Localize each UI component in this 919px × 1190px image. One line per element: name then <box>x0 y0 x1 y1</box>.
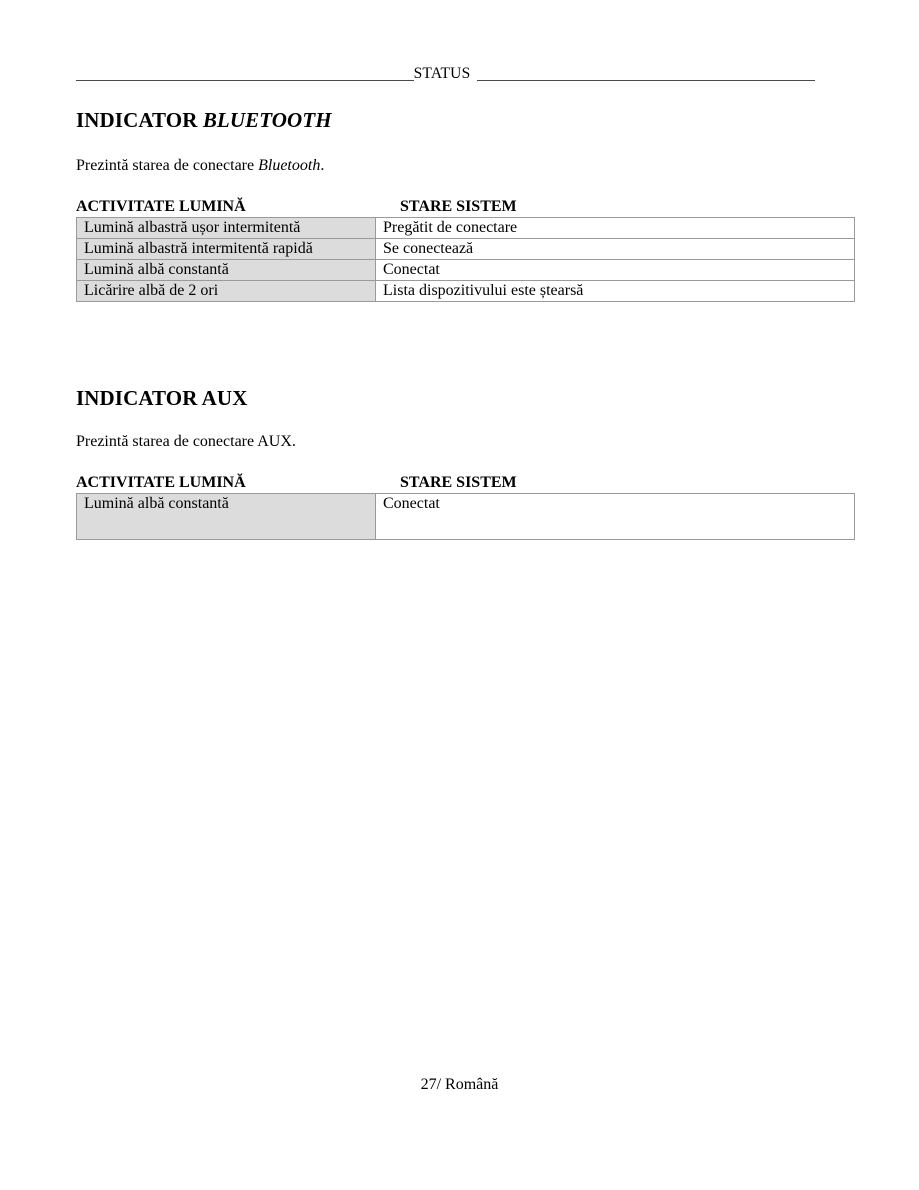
running-header <box>76 62 815 86</box>
section-heading-aux <box>76 386 247 411</box>
header-title: STATUS <box>413 65 471 82</box>
cell-activity: Lumină albă constantă <box>77 260 376 281</box>
cell-state: Se conectează <box>376 239 855 260</box>
section-heading-bluetooth-emphasis: BLUETOOTH <box>202 108 332 132</box>
cell-activity: Lumină albă constantă <box>77 494 376 540</box>
bluetooth-indicator-table <box>76 217 855 302</box>
table-row <box>77 260 855 281</box>
column-header-state: STARE SISTEM <box>400 474 517 491</box>
cell-activity: Lumină albastră intermitentă rapidă <box>77 239 376 260</box>
section-intro-bluetooth-emphasis: Bluetooth <box>258 157 321 174</box>
cell-state: Conectat <box>376 260 855 281</box>
table-row <box>77 281 855 302</box>
table-row <box>77 494 855 540</box>
header-rule-left <box>76 80 414 81</box>
cell-activity: Lumină albastră ușor intermitentă <box>77 218 376 239</box>
column-header-activity: ACTIVITATE LUMINĂ <box>76 474 246 491</box>
page-footer: 27/ Română <box>420 1076 499 1093</box>
cell-state: Conectat <box>376 494 855 540</box>
section-intro-aux-prefix: Prezintă starea de conectare AUX. <box>76 433 296 450</box>
table-row <box>77 218 855 239</box>
column-header-activity: ACTIVITATE LUMINĂ <box>76 198 246 215</box>
section-heading-bluetooth-main: INDICATOR <box>76 108 203 132</box>
column-headers-aux <box>76 474 854 494</box>
header-rule-right <box>477 80 815 81</box>
section-heading-bluetooth <box>76 108 332 133</box>
section-intro-bluetooth-prefix: Prezintă starea de conectare <box>76 157 259 174</box>
section-heading-aux-main: INDICATOR AUX <box>76 386 248 410</box>
section-intro-bluetooth-suffix: . <box>320 157 325 174</box>
section-intro-bluetooth <box>76 157 324 175</box>
cell-state: Pregătit de conectare <box>376 218 855 239</box>
cell-activity: Licărire albă de 2 ori <box>77 281 376 302</box>
section-intro-aux <box>76 433 296 451</box>
aux-indicator-table <box>76 493 855 540</box>
column-headers-bluetooth <box>76 198 854 218</box>
table-row <box>77 239 855 260</box>
column-header-state: STARE SISTEM <box>400 198 517 215</box>
cell-state: Lista dispozitivului este ștearsă <box>376 281 855 302</box>
